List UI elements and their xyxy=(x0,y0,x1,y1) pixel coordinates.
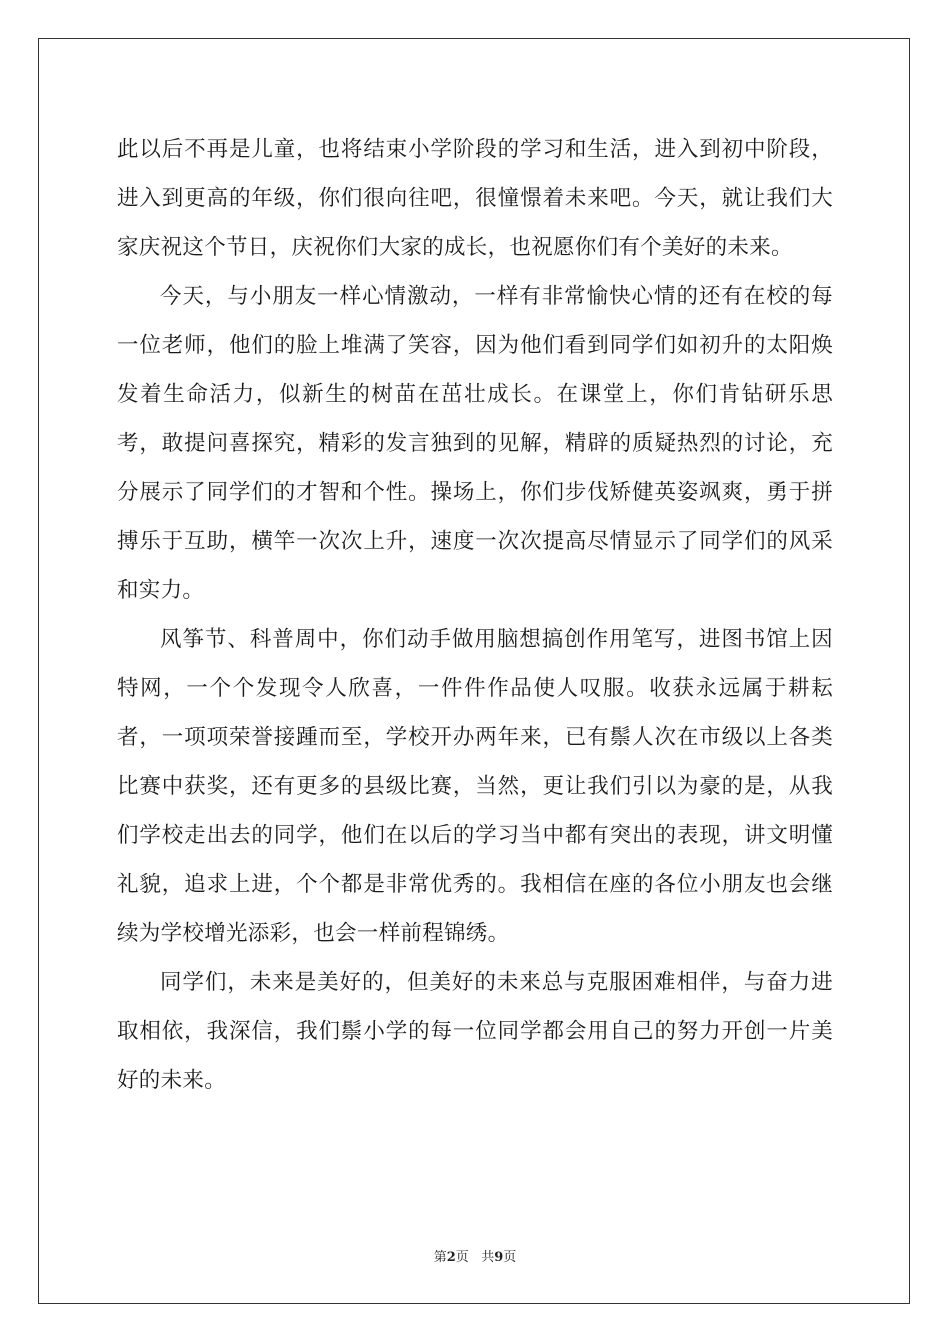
paragraph-2: 今天，与小朋友一样心情激动，一样有非常愉快心情的还有在校的每一位老师，他们的脸上堆满了笑容，因为他们看到同学们如初升的太阳焕发着生命活力，似新生的树苗在茁壮成长。在课堂上，你们肯钻研乐思考，敢提问喜探究，精彩的发言独到的见解，精辟的质疑热烈的讨论，充分展示了同学们的才智和个性。操场上，你们步伐矫健英姿飒爽，勇于拼搏乐于互助，横竿一次次上升，速度一次次提高尽情显示了同学们的风采和实力。 xyxy=(117,284,833,603)
paragraph-4: 同学们，未来是美好的，但美好的未来总与克服困难相伴，与奋力进取相依，我深信，我们鬃小学的每一位同学都会用自己的努力开创一片美好的未来。 xyxy=(117,970,833,1093)
paragraph-1: 此以后不再是儿童，也将结束小学阶段的学习和生活，进入到初中阶段，进入到更高的年级，你们很向往吧，很憧憬着未来吧。今天，就让我们大家庆祝这个节日，庆祝你们大家的成长，也祝愿你们有个美好的未来。 xyxy=(117,137,833,260)
page-label-suffix: 页 xyxy=(455,1250,469,1265)
total-label-suffix: 页 xyxy=(503,1250,517,1265)
total-page-number: 9 xyxy=(494,1250,504,1265)
document-body xyxy=(117,125,833,1105)
paragraph-3: 风筝节、科普周中，你们动手做用脑想搞创作用笔写，进图书馆上因特网，一个个发现令人欣喜，一件件作品使人叹服。收获永远属于耕耘者，一项项荣誉接踵而至，学校开办两年来，已有鬃人次在市级以上各类比赛中获奖，还有更多的县级比赛，当然，更让我们引以为豪的是，从我们学校走出去的同学，他们在以后的学习当中都有突出的表现，讲文明懂礼貌，追求上进，个个都是非常优秀的。我相信在座的各位小朋友也会继续为学校增光添彩，也会一样前程锦绣。 xyxy=(117,627,833,946)
total-label-prefix: 共 xyxy=(481,1250,495,1265)
page-label-prefix: 第 xyxy=(433,1250,447,1265)
page-footer xyxy=(0,1246,950,1265)
current-page-number: 2 xyxy=(446,1250,456,1265)
